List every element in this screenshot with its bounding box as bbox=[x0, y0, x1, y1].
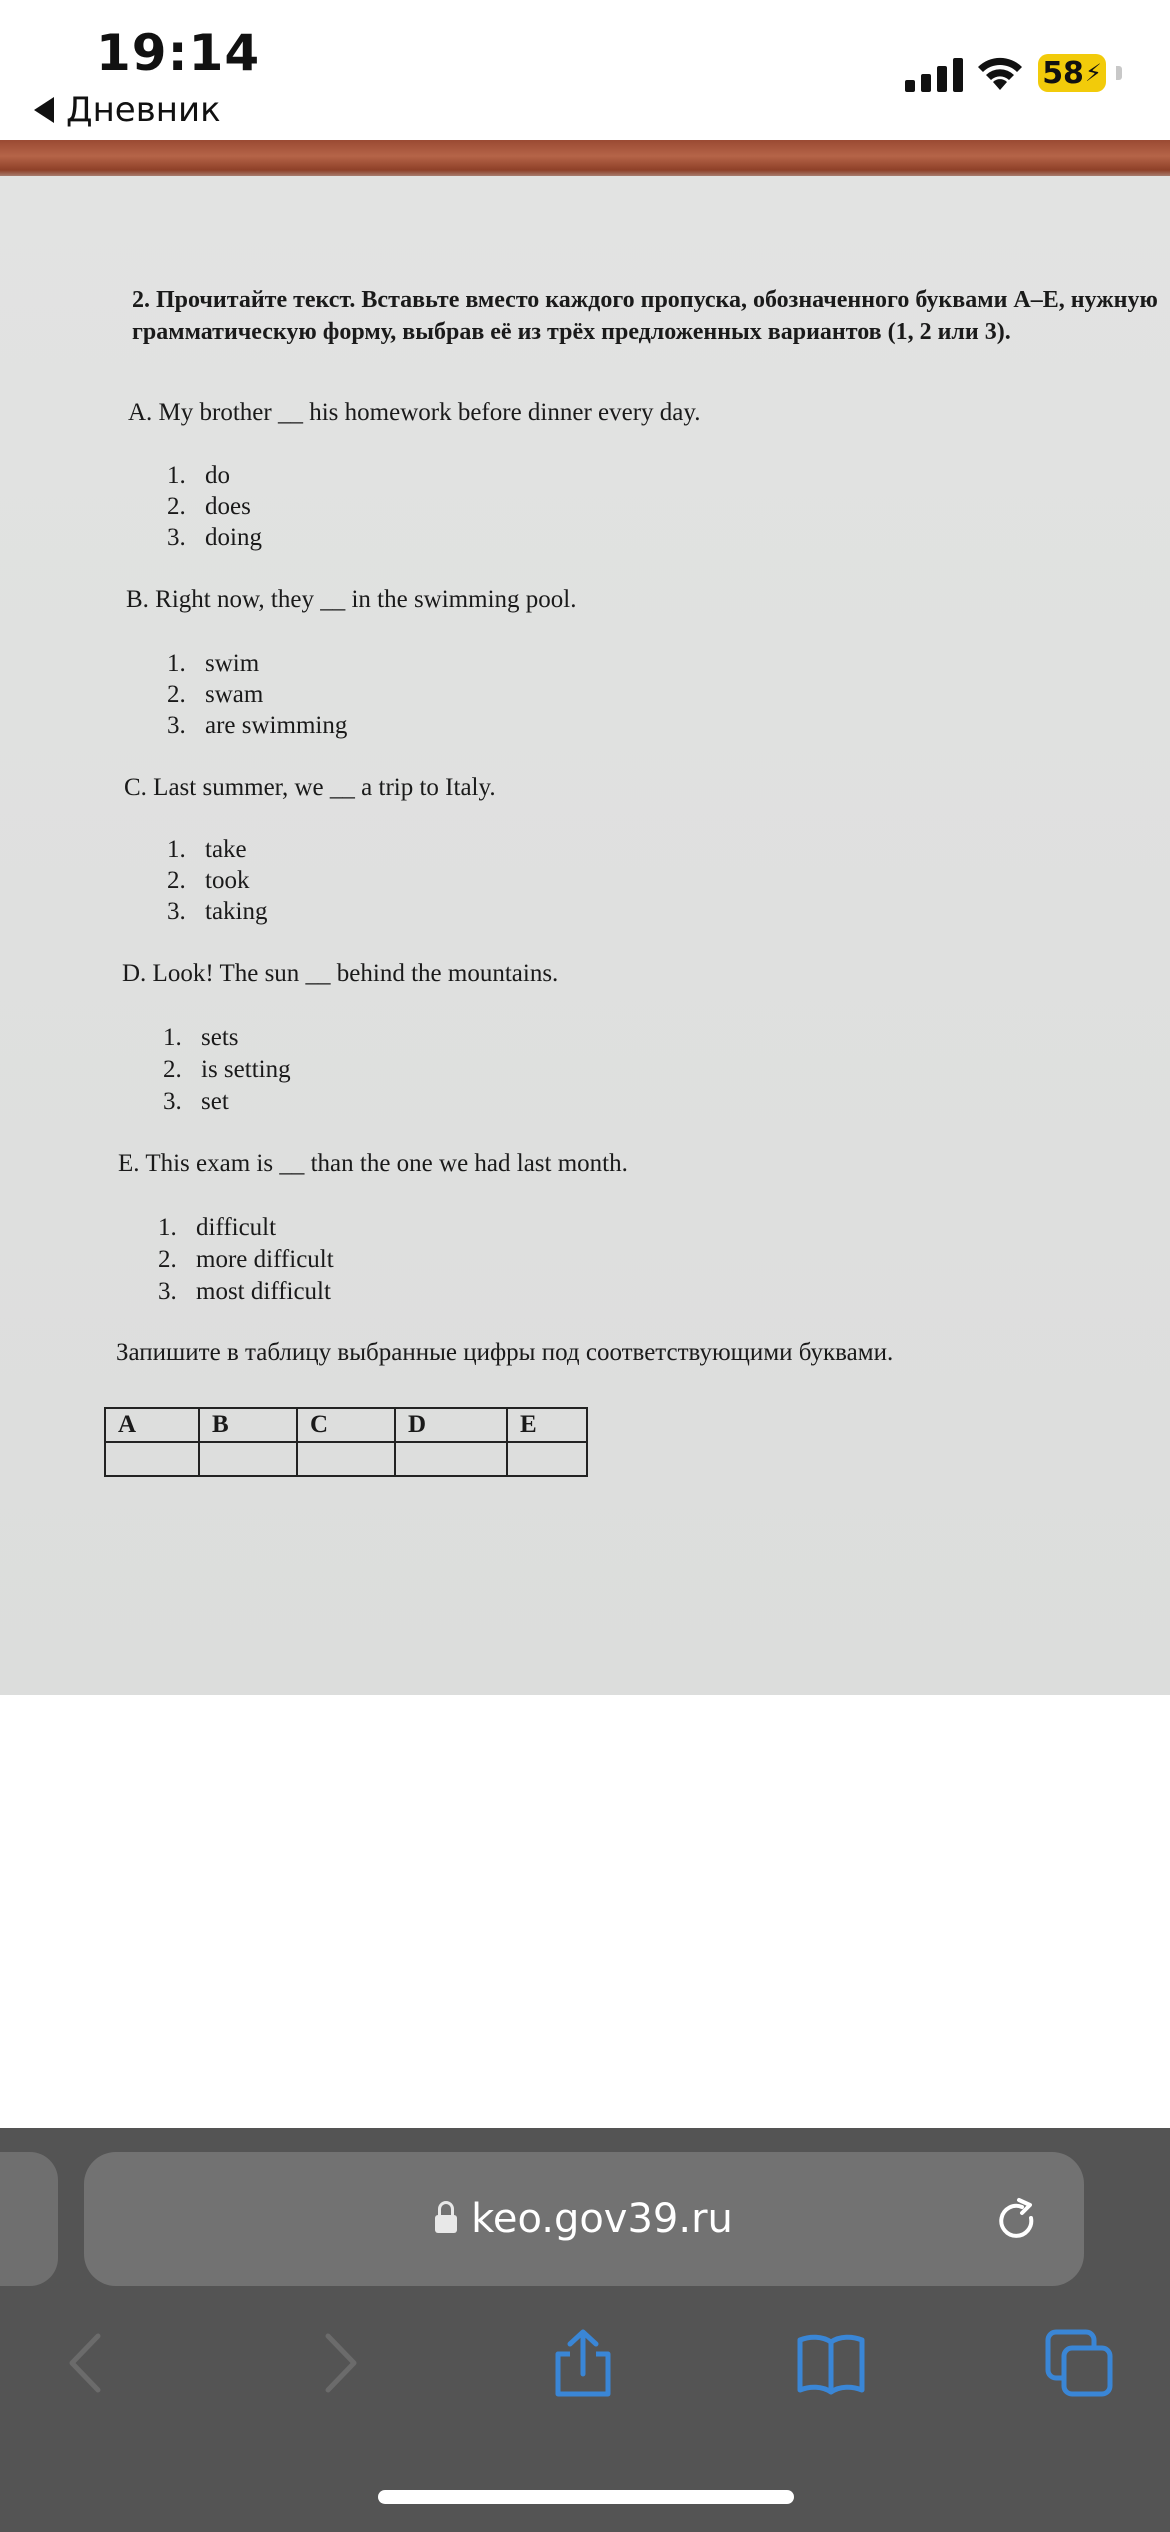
task-title: 2. Прочитайте текст. Вставьте вместо каждого пропуска, обозначенного буквами А–Е, нужную грамматическую форму, выбрав её из трёх предложенных вариантов (1, 2 или 3). bbox=[132, 287, 1158, 345]
url-text: keo.gov39.ru bbox=[471, 2196, 733, 2242]
option-e-1: 1. difficult bbox=[158, 1214, 277, 1241]
charging-bolt-icon: ⚡ bbox=[1084, 59, 1102, 87]
share-icon[interactable] bbox=[548, 2328, 618, 2398]
worksheet-photo bbox=[0, 140, 1170, 1695]
bookmarks-icon[interactable] bbox=[796, 2328, 866, 2398]
answer-cell-e bbox=[507, 1442, 587, 1476]
worksheet-sheet bbox=[0, 176, 1170, 1695]
option-b-3: 3. are swimming bbox=[167, 712, 348, 739]
option-c-1: 1. take bbox=[167, 836, 247, 863]
back-to-app-link[interactable] bbox=[34, 90, 221, 130]
question-e: E. This exam is __ than the one we had last month. bbox=[118, 1150, 628, 1177]
table-header-b: B bbox=[199, 1408, 297, 1442]
status-time: 19:14 bbox=[96, 24, 261, 82]
cellular-signal-icon bbox=[905, 56, 963, 92]
forward-icon[interactable] bbox=[304, 2328, 374, 2398]
table-header-c: C bbox=[297, 1408, 395, 1442]
option-a-2: 2. does bbox=[167, 493, 251, 520]
tabs-icon[interactable] bbox=[1044, 2328, 1114, 2398]
question-b: B. Right now, they __ in the swimming pool. bbox=[126, 586, 577, 613]
option-d-1: 1. sets bbox=[163, 1024, 239, 1051]
option-b-2: 2. swam bbox=[167, 681, 264, 708]
wifi-icon bbox=[975, 52, 1025, 92]
table-header-e: E bbox=[507, 1408, 587, 1442]
option-b-1: 1. swim bbox=[167, 650, 260, 677]
previous-tab-peek[interactable] bbox=[0, 2152, 58, 2286]
table-header-d: D bbox=[395, 1408, 507, 1442]
question-c: C. Last summer, we __ a trip to Italy. bbox=[124, 774, 496, 801]
answer-cell-c bbox=[297, 1442, 395, 1476]
option-a-1: 1. do bbox=[167, 462, 230, 489]
back-icon[interactable] bbox=[52, 2328, 122, 2398]
option-e-2: 2. more difficult bbox=[158, 1246, 334, 1273]
option-d-3: 3. set bbox=[163, 1088, 229, 1115]
home-indicator[interactable] bbox=[378, 2490, 794, 2504]
address-bar[interactable] bbox=[84, 2152, 1084, 2286]
battery-level: 58 bbox=[1042, 55, 1084, 91]
lock-icon bbox=[435, 2215, 457, 2233]
table-header-a: A bbox=[105, 1408, 199, 1442]
reload-icon[interactable] bbox=[992, 2196, 1042, 2246]
answer-cell-b bbox=[199, 1442, 297, 1476]
back-arrow-icon bbox=[34, 97, 54, 123]
table-edge bbox=[0, 140, 1170, 180]
answer-table bbox=[104, 1407, 588, 1477]
answer-cell-a bbox=[105, 1442, 199, 1476]
back-label: Дневник bbox=[66, 90, 221, 130]
battery-indicator bbox=[1038, 54, 1106, 92]
option-a-3: 3. doing bbox=[167, 524, 262, 551]
question-d: D. Look! The sun __ behind the mountains. bbox=[122, 960, 559, 987]
option-c-2: 2. took bbox=[167, 867, 250, 894]
option-d-2: 2. is setting bbox=[163, 1056, 291, 1083]
table-instruction: Запишите в таблицу выбранные цифры под соответствующими буквами. bbox=[116, 1339, 894, 1366]
question-a: A. My brother __ his homework before dinner every day. bbox=[128, 399, 701, 426]
option-c-3: 3. taking bbox=[167, 898, 268, 925]
option-e-3: 3. most difficult bbox=[158, 1278, 331, 1305]
answer-cell-d bbox=[395, 1442, 507, 1476]
